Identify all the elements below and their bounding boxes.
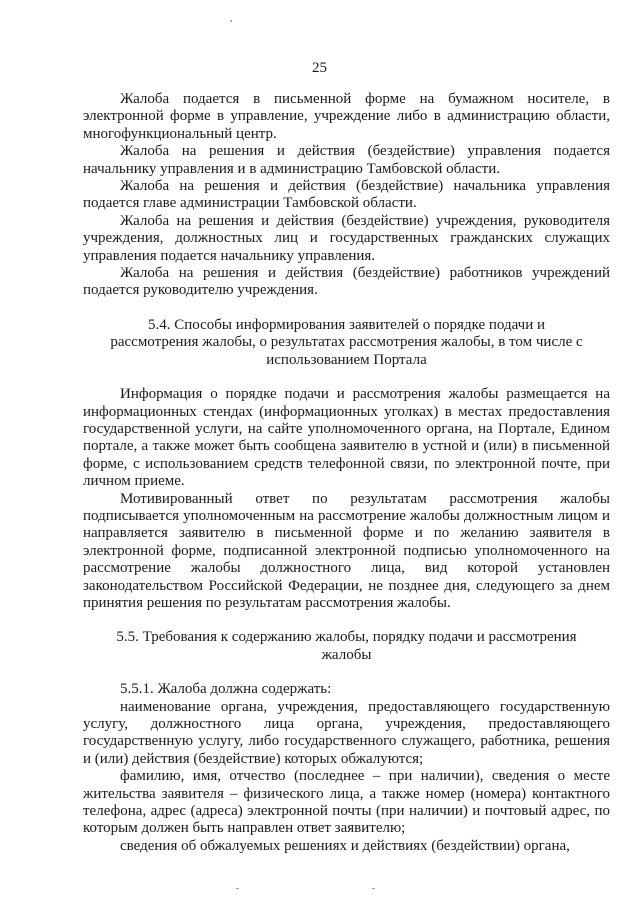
scan-artifact [236,888,239,889]
paragraph: 5.5.1. Жалоба должна содержать: [120,681,332,698]
paragraph: Жалоба на решения и действия (бездействие) начальника управления подается главе администрации Тамбовской области. [83,178,610,212]
paragraph: наименование органа, учреждения, предоставляющего государственную услугу, должностного лица органа, учреждения, предоставляющего государственную услугу, либо государственного служащего, работника, решения и (или) действия (бездействие) которых обжалуются; [83,698,610,767]
paragraph: фамилию, имя, отчество (последнее – при наличии), сведения о месте жительства заявителя – физического лица, а также номер (номера) контактного телефона, адрес (адреса) электронной почты (при наличии) и почтовый адрес, по которым должен быть направлен ответ заявителю; [83,768,610,837]
paragraph: Жалоба на решения и действия (бездействие) учреждения, руководителя учреждения, должностных лиц и государственных гражданских служащих управления подается начальнику управления. [83,212,610,264]
scan-artifact [372,888,375,889]
paragraph: Жалоба на решения и действия (бездействие) управления подается начальнику управления и в администрацию Тамбовской области. [83,143,610,177]
spacer [83,369,610,386]
paragraph: сведения об обжалуемых решениях и действиях (бездействии) органа, [120,837,570,854]
spacer [83,300,610,317]
page-content [83,91,610,855]
spacer [83,612,610,629]
scan-artifact [230,20,232,22]
section-heading-5-4: 5.4. Способы информирования заявителей о порядке подачи и рассмотрения жалобы, о результатах рассмотрения жалобы, в том числе с использованием Портала [110,316,583,368]
page-number: 25 [312,60,327,76]
section-heading-5-5: 5.5. Требования к содержанию жалобы, порядку подачи и рассмотрения жалобы [116,629,577,663]
paragraph: Жалоба на решения и действия (бездействие) работников учреждений подается руководителю учреждения. [83,265,610,299]
paragraph: Информация о порядке подачи и рассмотрения жалобы размещается на информационных стендах (информационных уголках) в местах предоставления государственной услуги, на сайте уполномоченного органа, на Портале, Едином портале, а также может быть сообщена заявителю в устной и (или) в письменной форме, с использованием средств телефонной связи, по электронной почте, при личном приеме. [83,386,610,490]
spacer [83,664,610,681]
paragraph: Мотивированный ответ по результатам рассмотрения жалобы подписывается уполномоченным на рассмотрение жалобы должностным лицом и направляется заявителю в письменной форме и по желанию заявителя в электронной форме, подписанной электронной подписью уполномоченного на рассмотрение жалобы должностного лица, вид которой установлен законодательством Российской Федерации, не позднее дня, следующего за днем принятия решения по результатам рассмотрения жалобы. [83,490,610,611]
paragraph: Жалоба подается в письменной форме на бумажном носителе, в электронной форме в управление, учреждение либо в администрацию области, многофункциональный центр. [83,91,610,142]
